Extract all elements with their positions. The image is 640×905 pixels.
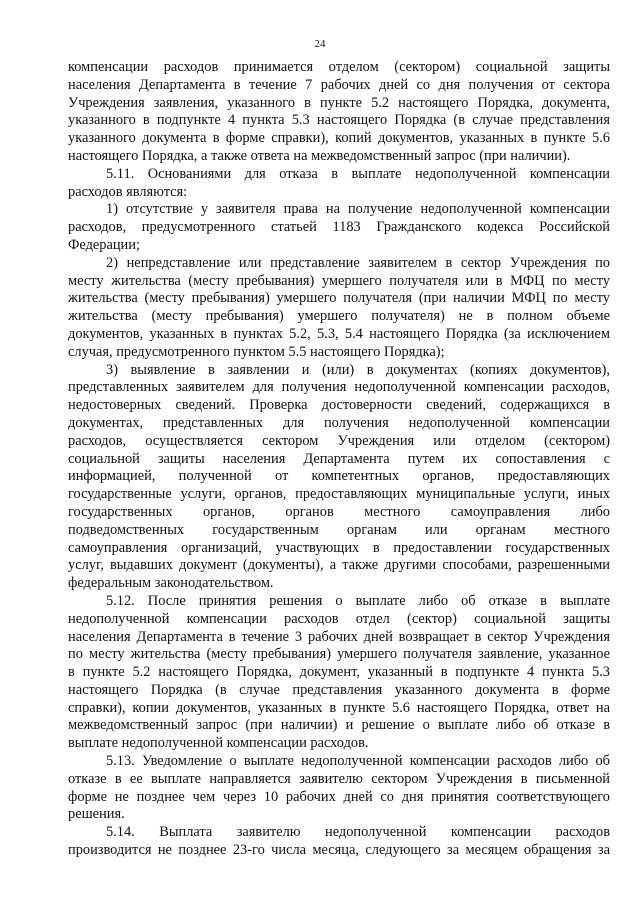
text-line: федеральным законодательством. [68,575,274,592]
text-line: недостоверных сведений. Проверка достоверности сведений, содержащихся в [68,397,610,414]
text-line: 1) отсутствие у заявителя права на получение недополученной компенсации [106,201,610,218]
text-line: указанного в подпункте 4 пункта 5.3 настоящего Порядка (в случае представления [68,112,610,129]
text-line: Учреждения заявления, указанного в пункте 5.2 настоящего Порядка, документа, [68,94,610,111]
text-line: в пункте 5.2 настоящего Порядка, документ, указанный в подпункте 4 пункта 5.3 [68,664,610,681]
text-line: информацией, полученной от компетентных органов, предоставляющих [68,468,610,485]
body-text [68,59,610,860]
text-line: жительства (месту пребывания) умершего получателя (при наличии МФЦ по месту [68,290,610,307]
text-line: населения Департамента в течение 3 рабочих дней возвращает в сектор Учреждения [68,628,610,645]
text-line: расходов, осуществляется сектором Учреждения или отделом (сектором) [68,432,610,449]
text-line: услуг, выдавших документ (документы), а также другими способами, разрешенными [68,557,610,574]
text-line: жительства (месту пребывания) умершего получателя) не в полном объеме [68,308,610,325]
text-line: документах, представленных для получения недополученной компенсации [68,414,610,431]
text-line: межведомственный запрос (при наличии) и решение о выплате либо об отказе в [68,717,610,734]
text-line: недополученной компенсации расходов отдел (сектор) социальной защиты [68,610,610,627]
text-line: представленных заявителем для получения недополученной компенсации расходов, [68,379,610,396]
text-line: случая, предусмотренного пунктом 5.5 настоящего Порядка); [68,343,445,360]
text-line: государственные услуги, органов, предоставляющих муниципальные услуги, иных [68,486,610,503]
text-line: указанного документа в форме справки), копий документов, указанных в пункте 5.6 [68,130,610,147]
text-line: 5.14. Выплата заявителю недополученной компенсации расходов [106,824,610,841]
text-line: 3) выявление в заявлении и (или) в документах (копиях документов), [106,361,610,378]
text-line: населения Департамента в течение 7 рабочих дней со дня получения от сектора [68,76,610,93]
text-line: 5.12. После принятия решения о выплате либо об отказе в выплате [106,592,610,609]
text-line: Федерации; [68,236,140,253]
text-line: по месту жительства (месту пребывания) умершего получателя заявление, указанное [68,646,610,663]
text-line: 5.11. Основаниями для отказа в выплате недополученной компенсации [106,165,610,182]
text-line: настоящего Порядка, а также ответа на межведомственный запрос (при наличии). [68,147,571,164]
text-line: социальной защиты населения Департамента путем их сопоставления с [68,450,610,467]
text-line: выплате недополученной компенсации расходов. [68,735,369,752]
text-line: документов, указанных в пунктах 5.2, 5.3, 5.4 настоящего Порядка (за исключением [68,325,610,342]
text-line: 5.13. Уведомление о выплате недополученной компенсации расходов либо об [106,753,610,770]
text-line: производится не позднее 23-го числа месяца, следующего за месяцем обращения за [68,842,610,859]
text-line: месту жительства (месту пребывания) умершего получателя или в МФЦ по месту [68,272,610,289]
text-line: государственных органов, органов местного самоуправления либо [68,503,610,520]
text-line: компенсации расходов принимается отделом (сектором) социальной защиты [68,59,610,75]
text-line: расходов, предусмотренного статьей 1183 Гражданского кодекса Российской [68,219,610,236]
text-line: 2) непредставление или представление заявителем в сектор Учреждения по [106,254,610,271]
text-line: подведомственных государственным органам или органам местного [68,521,610,538]
page-number: 24 [314,38,326,50]
text-line: расходов являются: [68,183,188,200]
text-line: решения. [68,806,125,823]
text-line: отказе в ее выплате направляется заявителю сектором Учреждения в письменной [68,770,610,787]
text-line: форме не позднее чем через 10 рабочих дней со дня принятия соответствующего [68,788,610,805]
text-line: справки), копии документов, указанных в пункте 5.6 настоящего Порядка, ответ на [68,699,610,716]
text-line: настоящего Порядка (в случае представления указанного документа в форме [68,681,610,698]
text-line: самоуправления организаций, участвующих в предоставлении государственных [68,539,610,556]
